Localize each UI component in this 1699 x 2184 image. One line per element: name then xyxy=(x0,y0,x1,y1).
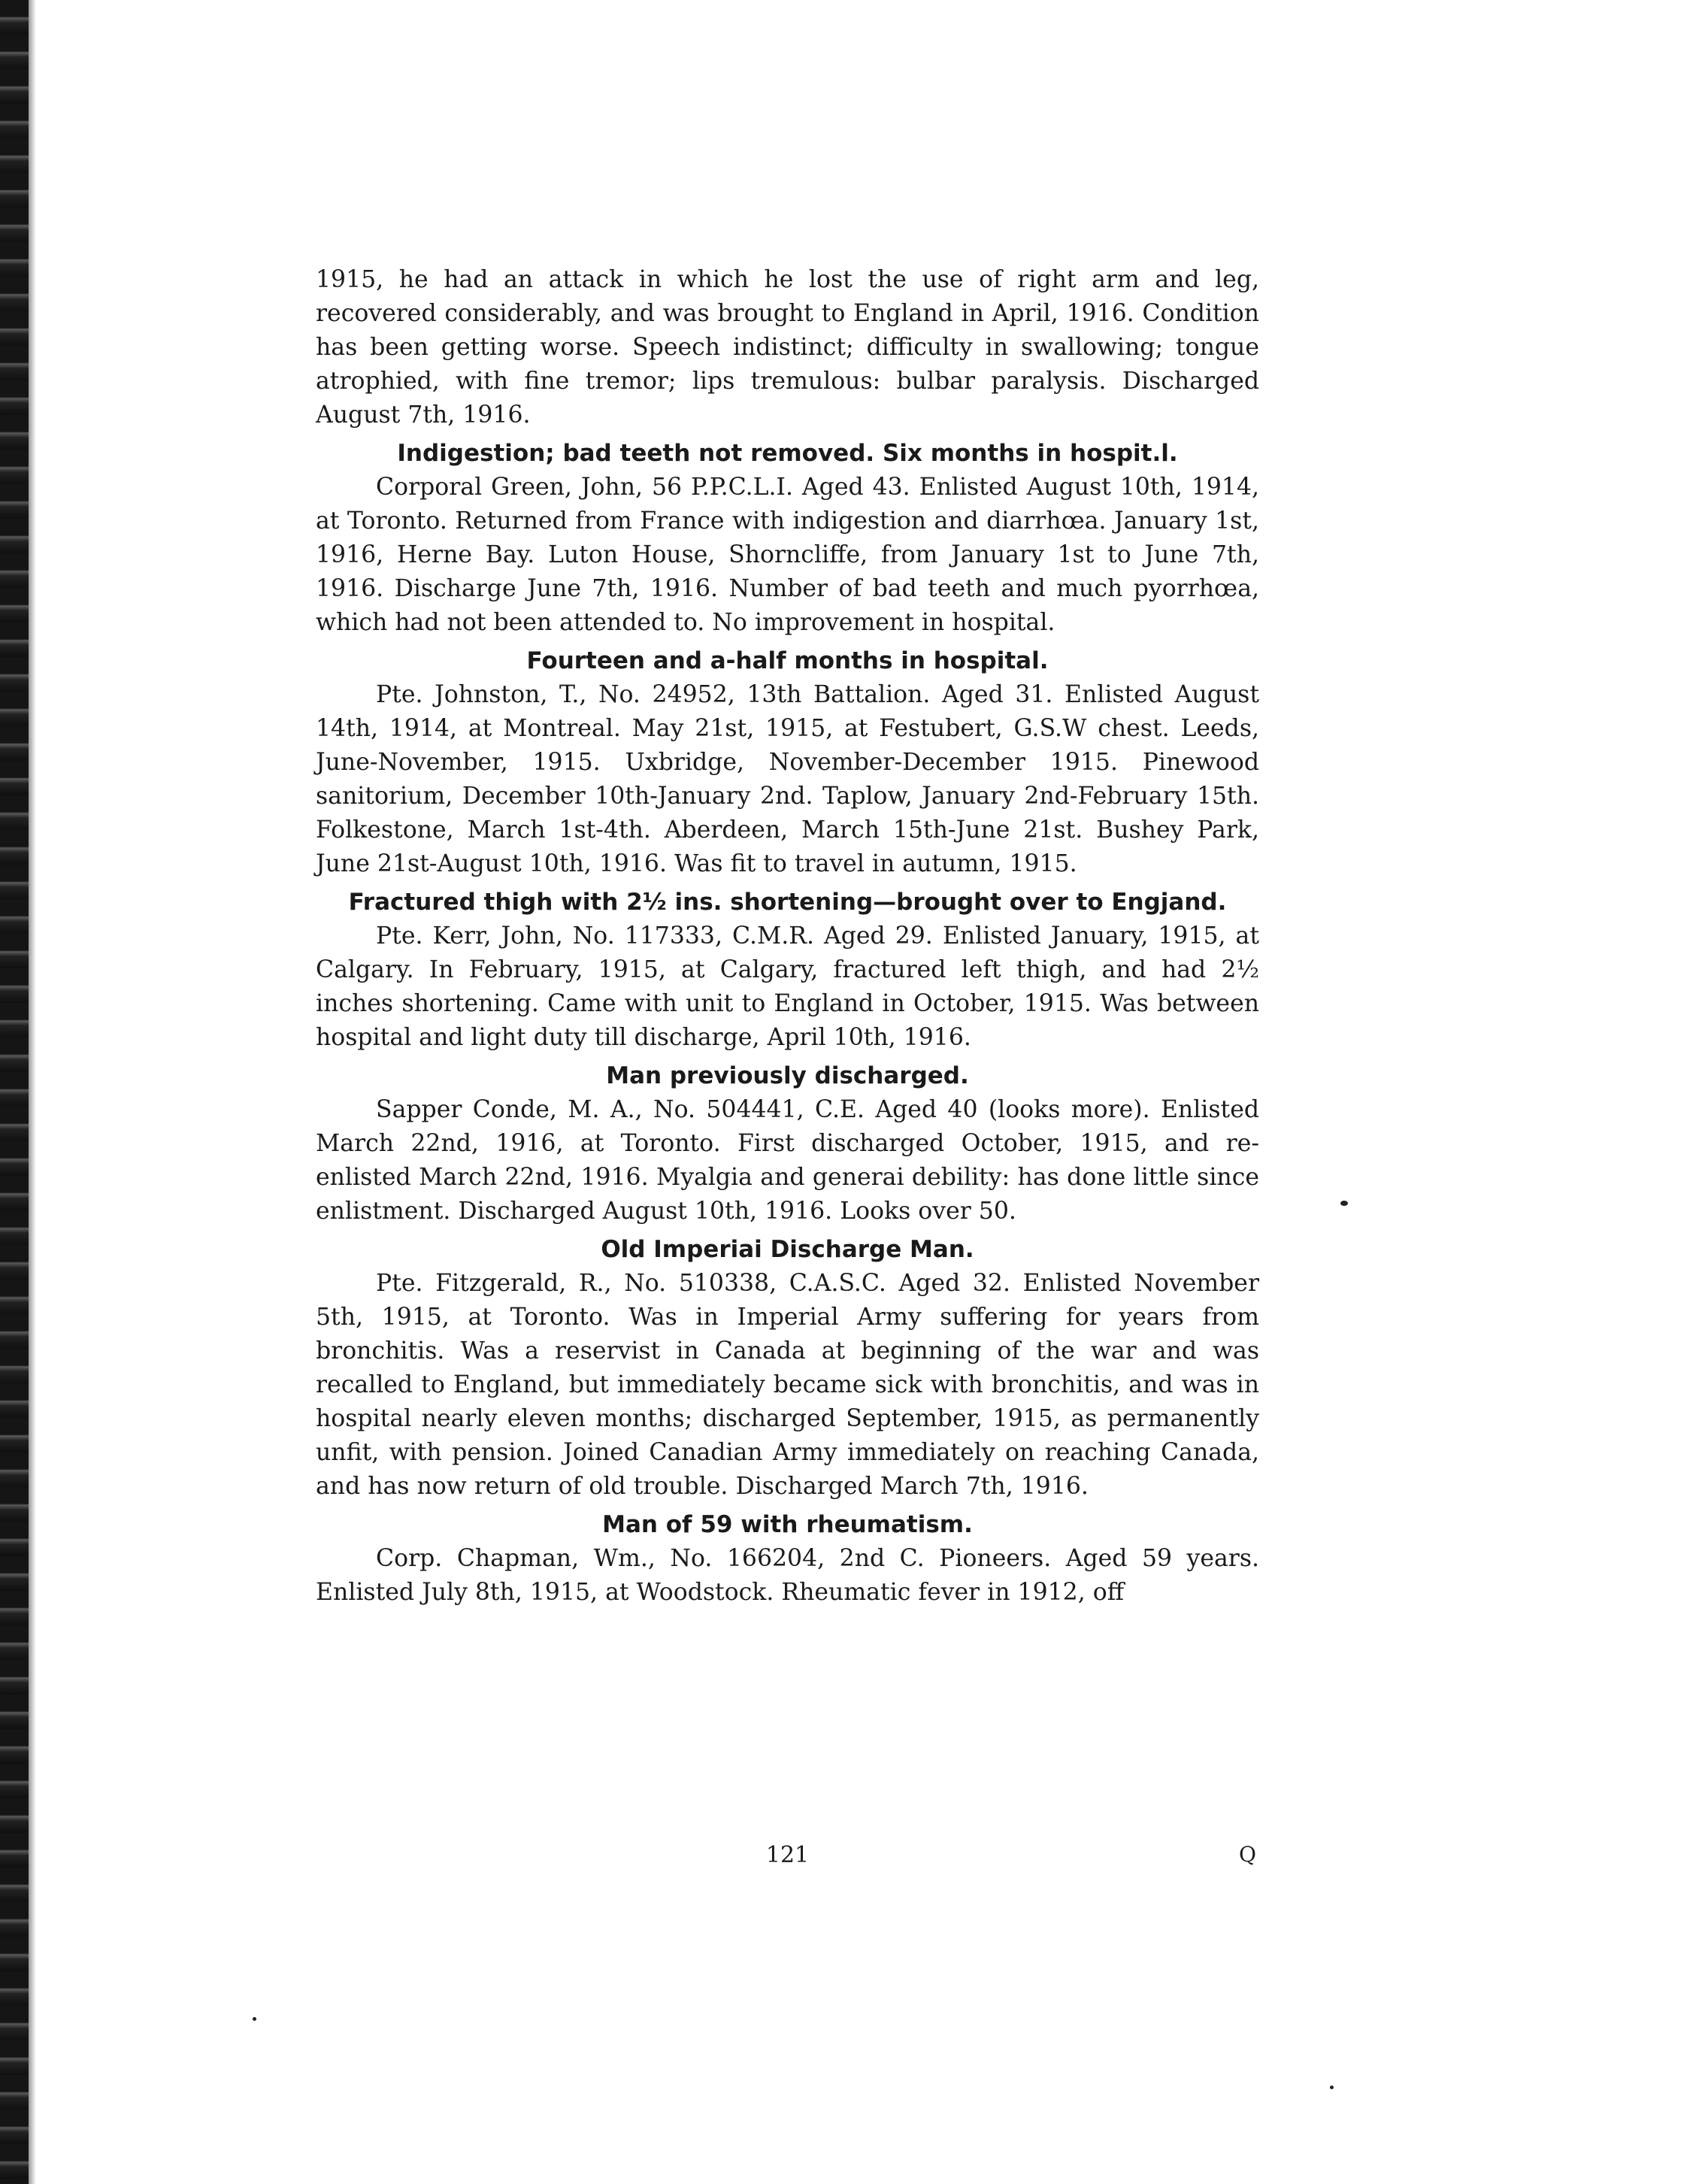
case-heading: Fourteen and a-half months in hospital. xyxy=(526,647,1049,674)
case-entry xyxy=(316,1059,1259,1228)
signature-mark: Q xyxy=(1239,1842,1256,1867)
scan-speck xyxy=(253,2017,256,2021)
page-footer xyxy=(316,1842,1259,1880)
case-body: Pte. Johnston, T., No. 24952, 13th Battalion. Aged 31. Enlisted August 14th, 1914, at Montreal. May 21st, 1915, at Festubert, G.S.W chest. Leeds, June-November, 1915. Uxbridge, November-December 1915. Pinewood sanitorium, December 10th-January 2nd. Taplow, January 2nd-February 15th. Folkestone, March 1st-4th. Aberdeen, March 15th-June 21st. Bushey Park, June 21st-August 10th, 1916. Was fit to travel in autumn, 1915. xyxy=(316,681,1259,877)
scan-speck xyxy=(1340,1201,1348,1206)
case-heading: Indigestion; bad teeth not removed. Six months in hospit.l. xyxy=(397,440,1178,467)
page-text xyxy=(316,263,1259,1610)
scan-edge-shadow xyxy=(29,0,36,2184)
case-body: Pte. Fitzgerald, R., No. 510338, C.A.S.C. Aged 32. Enlisted November 5th, 1915, at Toronto. Was in Imperial Army suffering for years from bronchitis. Was a reservist in Canada at beginning of the war and was recalled to England, but immediately became sick with bronchitis, and was in hospital nearly eleven months; discharged September, 1915, as permanently unfit, with pension. Joined Canadian Army immediately on reaching Canada, and has now return of old trouble. Discharged March 7th, 1916. xyxy=(316,1270,1259,1500)
case-body: Corporal Green, John, 56 P.P.C.L.I. Aged 43. Enlisted August 10th, 1914, at Toronto. Returned from France with indigestion and diarrhœa. January 1st, 1916, Herne Bay. Luton House, Shorncliffe, from January 1st to June 7th, 1916. Discharge June 7th, 1916. Number of bad teeth and much pyorrhœa, which had not been attended to. No improvement in hospital. xyxy=(316,474,1259,636)
case-entry xyxy=(316,1508,1259,1610)
case-body: Corp. Chapman, Wm., No. 166204, 2nd C. Pioneers. Aged 59 years. Enlisted July 8th, 1915, at Woodstock. Rheumatic fever in 1912, off xyxy=(316,1545,1259,1606)
case-entry xyxy=(316,1233,1259,1504)
case-body: Sapper Conde, M. A., No. 504441, C.E. Aged 40 (looks more). Enlisted March 22nd, 1916, at Toronto. First discharged October, 1915, and re-enlisted March 22nd, 1916. Myalgia and generai debility: has done little since enlistment. Discharged August 10th, 1916. Looks over 50. xyxy=(316,1096,1259,1225)
case-body: Pte. Kerr, John, No. 117333, C.M.R. Aged 29. Enlisted January, 1915, at Calgary. In February, 1915, at Calgary, fractured left thigh, and had 2½ inches shortening. Came with unit to England in October, 1915. Was between hospital and light duty till discharge, April 10th, 1916. xyxy=(316,922,1259,1051)
case-entry xyxy=(316,886,1259,1055)
case-heading: Old Imperiai Discharge Man. xyxy=(601,1236,974,1263)
scan-binding-edge xyxy=(0,0,29,2184)
case-heading: Man previously discharged. xyxy=(606,1062,969,1089)
case-heading: Man of 59 with rheumatism. xyxy=(602,1511,973,1538)
scan-speck xyxy=(1330,2086,1334,2089)
opening-paragraph: 1915, he had an attack in which he lost the use of right arm and leg, recovered considerably, and was brought to England in April, 1916. Condition has been getting worse. Speech indistinct; difficulty in swallowing; tongue atrophied, with fine tremor; lips tremulous: bulbar paralysis. Discharged August 7th, 1916. xyxy=(316,266,1259,429)
case-entry xyxy=(316,437,1259,640)
case-entry xyxy=(316,644,1259,881)
page-number: 121 xyxy=(765,1842,810,1868)
case-heading: Fractured thigh with 2½ ins. shortening—brought over to Engjand. xyxy=(348,889,1227,916)
